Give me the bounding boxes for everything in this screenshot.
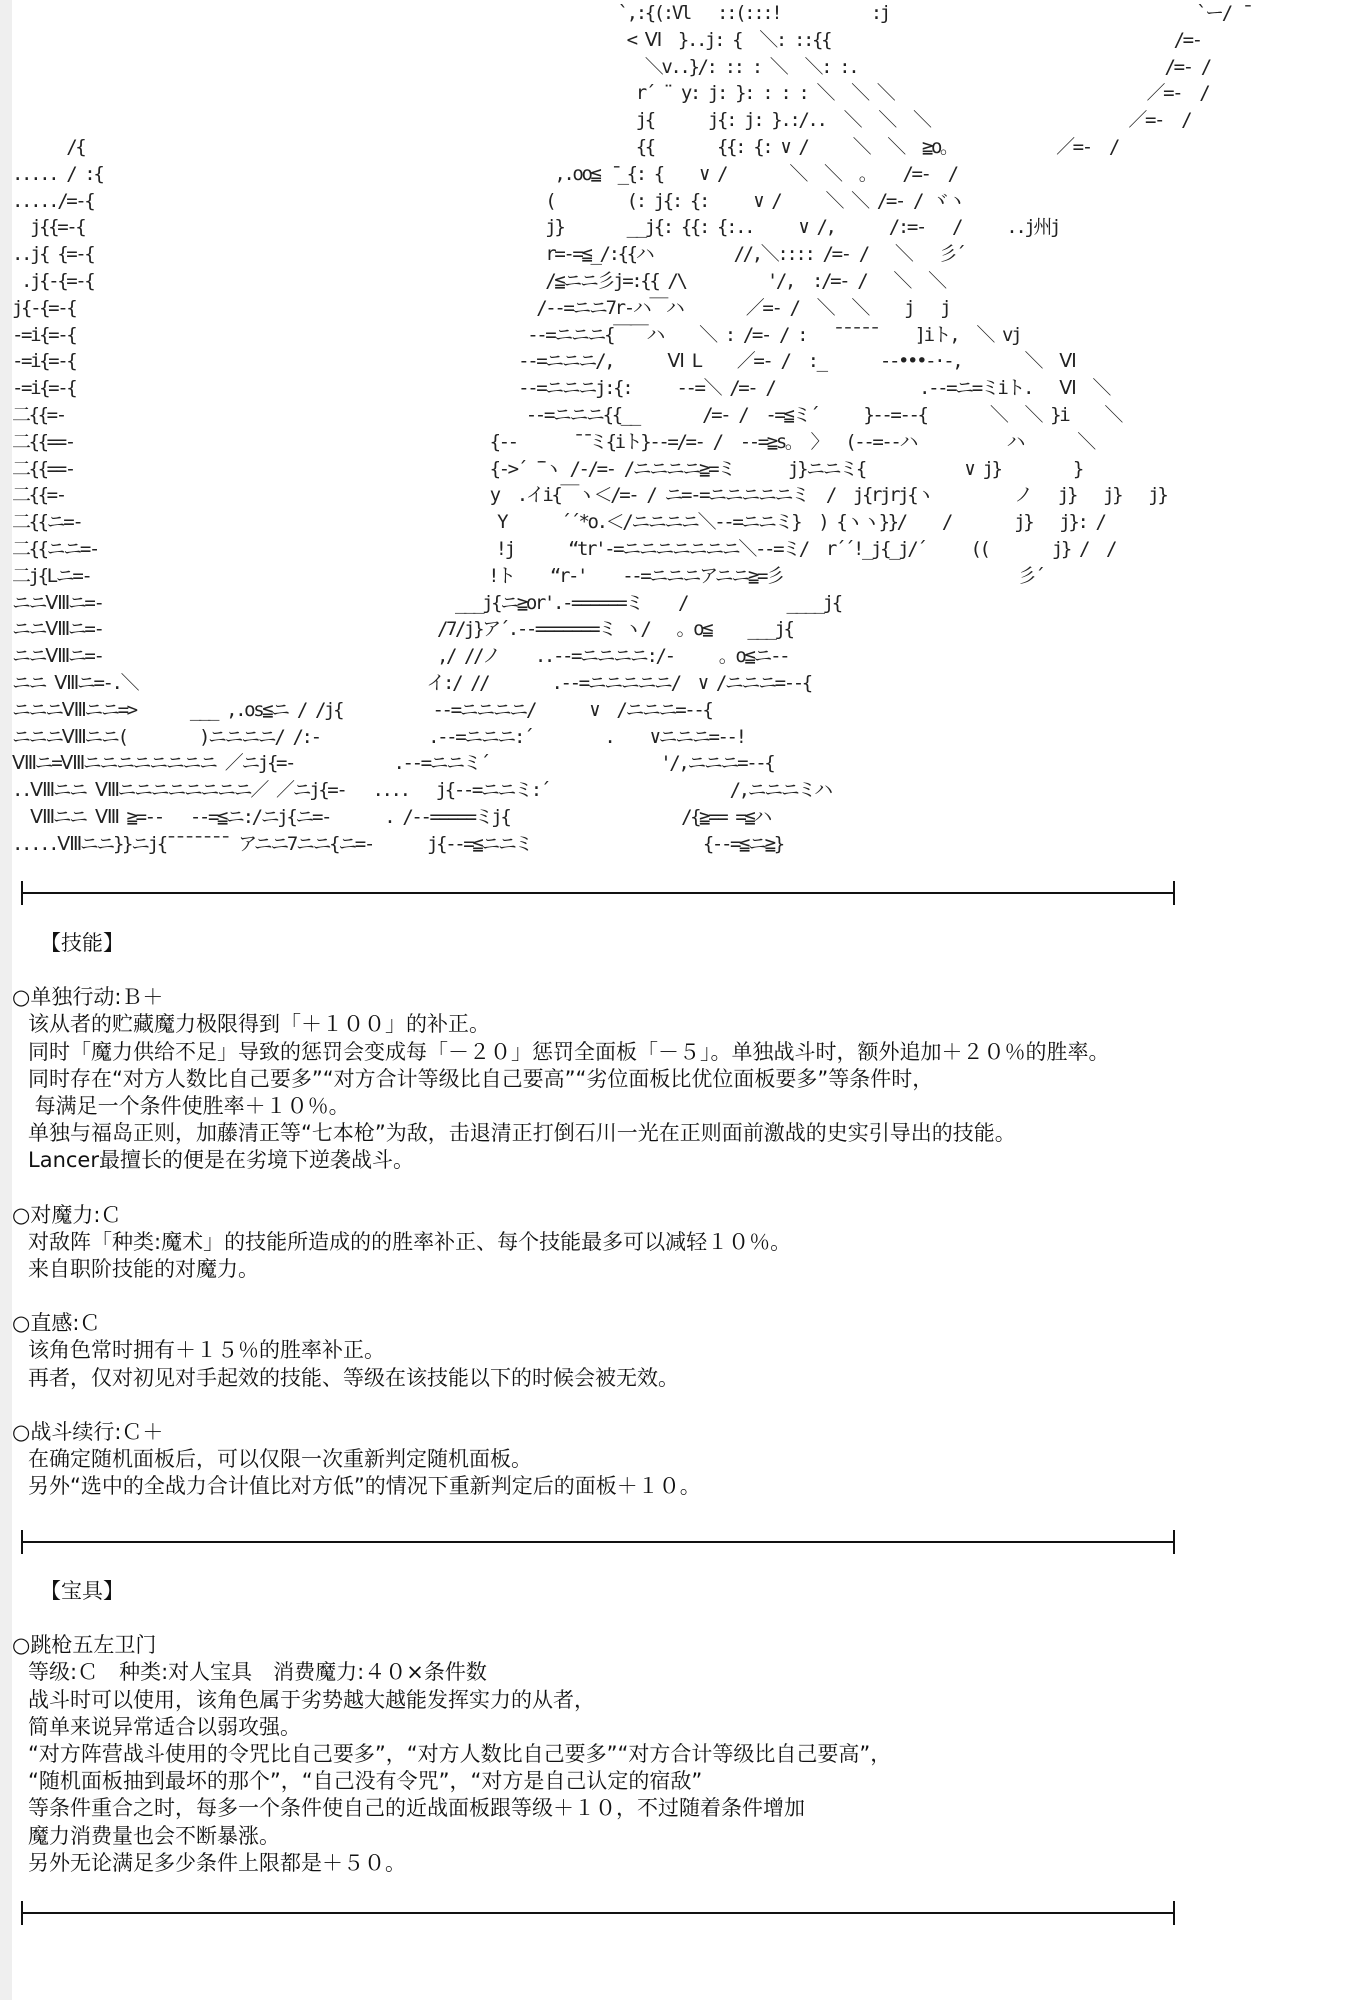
noble-phantasm-title: ○跳枪五左卫门: [12, 1633, 157, 1658]
divider-top: [22, 892, 1174, 894]
noble-phantasm-text-line: 另外无论满足多少条件上限都是＋５０。: [28, 1850, 406, 1875]
noble-phantasm-text-line: “随机面板抽到最坏的那个”，“自己没有令咒”，“对方是自己认定的宿敌”: [28, 1769, 703, 1794]
skill-text-line: 同时存在“对方人数比自己要多”“对方合计等级比自己要高”“劣位面板比优位面板要多”等条件时，: [28, 1066, 934, 1091]
skill-title: ○战斗续行:Ｃ＋: [12, 1419, 164, 1444]
skill-title: ○单独行动:Ｂ＋: [12, 985, 164, 1010]
left-margin-strip: [0, 0, 12, 2000]
noble-phantasm-item: [12, 1632, 1212, 1877]
skill-item-solo-action: [12, 984, 1212, 1174]
skill-item-battle-continuation: [12, 1419, 1212, 1501]
noble-phantasm-section: [12, 1578, 1212, 1904]
skill-title: ○对魔力:Ｃ: [12, 1202, 122, 1227]
divider-middle: [22, 1541, 1174, 1543]
noble-phantasm-text-line: 简单来说异常适合以弱攻强。: [28, 1714, 301, 1739]
ascii-art-illustration: `,:{(:Vl ::(:::! :j `ー/ ̄ < Ⅵ }..j: { ＼: ::{{ /=- ＼v..}/: :: : ＼ ＼: :. /=- / r´ ¨ y: j: }: : : : ＼ ＼ ＼ ／=- / j{ j{: j: }.:/.. ＼ ＼ ＼ ／=- / /{ {{ {{: {: ∨ / ＼ ＼ ≧o。 ／=- / ..... / :{ ,.oo≦ ̄ _{: { ∨ / ＼ ＼ 。 /=- / ...../=-{ ( (: j{: {: ∨ / ＼ ＼ /=- / ヾヽ j{{=-{ j} __j{: {{: {:.. ∨ /, /:=- / ..j州j ..j{ {=-{ r=-=≦_/:{{ハ //,＼:::: /=- / ＼ 彡´ .j{-{=-{ /≦ニニ彡j=:{{ /\ '/, :/=- / ＼ ＼ j{-{=-{ /--=ニニ7r-ハ￣ハ ／=- / ＼ ＼ j j -=i{=-{ --=ニニニ{￣￣ハ ＼ : /=- / : ¯¯¯¯¯ ]iト, ＼ vj -=i{=-{ --=ニニニ/, Ⅵ L ／=- / :_ --•••-·-, ＼ Ⅵ -=i{=-{ --=ニニニj:{: --=＼ /=- / .--=ニ=ミiト. Ⅵ ＼ 二{{=- --=ニニニ{{__ /=- / -=≦ミ´ }--=--{ ＼ ＼ }i ＼ 二{{==- {-- ̄ ̄ ミ{iト}--=/=- / --=≧s。 〉 (--=--ハ ハ ＼ 二{{==- {->´ ̄¯ヽ /-/=- /ニニニニ≧=ミ j}ニニミ{ ∨ j} } 二{{=- y .イi{￣ヽ＜/=- / ニ=-=ニニニニニミ / j{rjrj{ヽ ノ j} j} j} 二{{ニ=- Y ´´*o.＜/ニニニニ＼--=ニニミ} ) {ヽヽ}}/ / j} j}: / 二{{ニニ=- !j “tr'-=ニニニニニニニ＼--=ミ/ r´´!_j{_j/´ (( j} / / 二j{Lニ=- !ト “r-' --=ニニニアニニ≧=彡 彡´ ニニⅧニ=- ___j{ニ≧or'.-======ミ / ____j{ ニニⅧニ=- /7/j}ア´.--=======ミ ヽ/ 。o≦ ___j{ ニニⅧニ=- ,/ //ノ ..--=ニニニニ:/- 。o≦ニ-- ニニ Ⅷニ=-.＼ イ:/ // .--=ニニニニニ/ ∨ /ニニニ=--{ ニニニⅧニニ=> ___ ,.os≦ニ / /j{ --=ニニニニ/ ∨ /ニニニ=--{ ニニニⅧニニ( )ニニニニ/ /:- .--=ニニニ:´ . ∨ニニニ=--! Ⅷニ=Ⅷニニニニニニニニ ／ニj{=- .--=ニニミ´ '/,ニニニ=--{ ..Ⅷニニ Ⅷニニニニニニニニ／ ／ニj{=- .... j{--=ニニミ:´ /,ニニニミハ Ⅷニニ Ⅷ ≧=-- --=≦ニ:/ニj{ニ=- . /--=====ミj{ /{≧== =≦ハ .....Ⅷニニ}}ニj{¯¯¯¯¯¯¯ アニニ7ニニ{ニ=- j{--=≦ニニミ {--=≦ニ≧}: [12, 2, 1240, 855]
noble-phantasm-text-line: 战斗时可以使用，该角色属于劣势越大越能发挥实力的从者，: [28, 1687, 595, 1712]
skill-text-line: 在确定随机面板后，可以仅限一次重新判定随机面板。: [28, 1447, 532, 1472]
skill-text-line: 每满足一个条件使胜率＋１０％。: [28, 1094, 350, 1119]
skills-heading: 【技能】: [40, 931, 124, 955]
noble-phantasm-text-line: 魔力消费量也会不断暴涨。: [28, 1823, 280, 1848]
skill-text-line: 该从者的贮藏魔力极限得到「＋１００」的补正。: [28, 1012, 490, 1037]
skill-item-magic-resistance: [12, 1202, 1212, 1284]
noble-phantasm-heading: 【宝具】: [40, 1579, 124, 1603]
noble-phantasm-text-line: 等级:Ｃ 种类:对人宝具 消费魔力:４０×条件数: [28, 1660, 487, 1685]
noble-phantasm-text-line: “对方阵营战斗使用的令咒比自己要多”，“对方人数比自己要多”“对方合计等级比自己要高”，: [28, 1742, 892, 1767]
divider-bottom: [22, 1912, 1174, 1914]
skill-title: ○直感:Ｃ: [12, 1311, 101, 1336]
skill-text-line: 另外“选中的全战力合计值比对方低”的情况下重新判定后的面板＋１０。: [28, 1474, 701, 1499]
skill-text-line: 对敌阵「种类:魔术」的技能所造成的的胜率补正、每个技能最多可以减轻１０％。: [28, 1229, 792, 1254]
skill-text-line: Lancer最擅长的便是在劣境下逆袭战斗。: [28, 1148, 414, 1173]
skill-item-instinct: [12, 1310, 1212, 1392]
skill-text-line: 再者，仅对初见对手起效的技能、等级在该技能以下的时候会被无效。: [28, 1365, 679, 1390]
skill-text-line: 同时「魔力供给不足」导致的惩罚会变成每「－２０」惩罚全面板「－５」。单独战斗时，额外追加＋２０％的胜率。: [28, 1039, 1110, 1064]
skill-text-line: 单独与福岛正则，加藤清正等“七本枪”为敌，击退清正打倒石川一光在正则面前激战的史实引导出的技能。: [28, 1121, 1016, 1146]
skill-text-line: 该角色常时拥有＋１５％的胜率补正。: [28, 1338, 385, 1363]
skill-text-line: 来自职阶技能的对魔力。: [28, 1257, 259, 1282]
skills-section: [12, 930, 1212, 1527]
noble-phantasm-text-line: 等条件重合之时，每多一个条件使自己的近战面板跟等级＋１０，不过随着条件增加: [28, 1796, 805, 1821]
